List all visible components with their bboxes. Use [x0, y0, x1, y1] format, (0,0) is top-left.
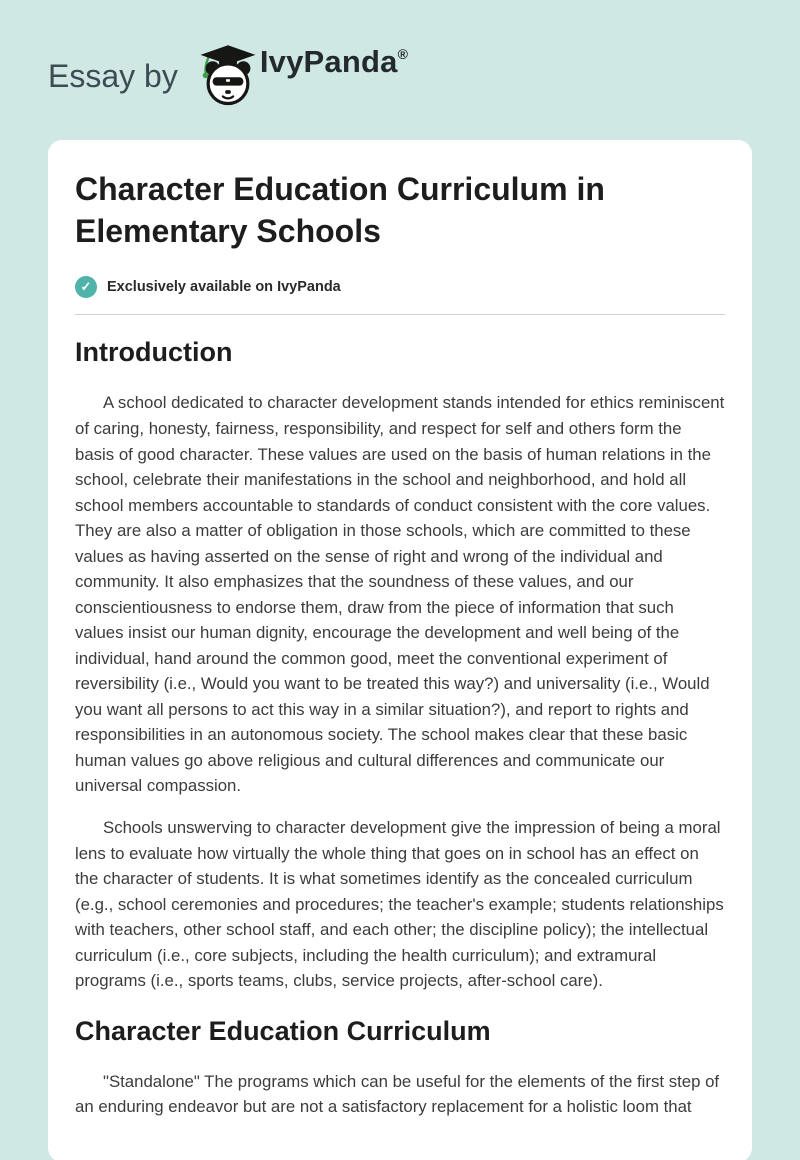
registered-trademark: ®: [397, 46, 408, 62]
panda-graduation-cap-icon: [196, 44, 260, 108]
section-heading-introduction: Introduction: [75, 337, 233, 368]
brand-name: IvyPanda: [259, 44, 398, 79]
divider: [75, 314, 725, 315]
page-header: [0, 0, 800, 118]
paragraph: "Standalone" The programs which can be useful for the elements of the first step of an enduring endeavor but are not a satisfactory replacement for a holistic loom that: [75, 1071, 720, 1117]
page-title: Character Education Curriculum in Elementary Schools: [75, 171, 605, 250]
brand-link[interactable]: [196, 44, 408, 108]
paragraph: Schools unswerving to character development give the impression of being a moral lens to evaluate how virtually the whole thing that goes on in school has an effect on the character of students. It is what sometimes identify as the concealed curriculum (e.g., school ceremonies and procedures; the teacher's example; students relationships with teachers, other school staff, and each other; the discipline policy); the intellectual curriculum (i.e., core subjects, including the health curriculum); and extramural programs (i.e., sports teams, clubs, service projects, after-school care).: [75, 817, 724, 991]
paragraph: A school dedicated to character development stands intended for ethics reminiscent of caring, honesty, fairness, responsibility, and respect for self and others form the basis of good character. These values are used on the basis of human relations in the school, celebrate their manifestations in the school and neighborhood, and hold all school members accountable to standards of conduct consistent with the core values. They are also a matter of obligation in those schools, which are committed to these values as having asserted on the sense of right and wrong of the individual and community. It also emphasizes that the soundness of these values, and our conscientiousness to endorse them, draw from the piece of information that such values insist our human dignity, encourage the development and well being of the individual, hand around the common good, meet the conventional experiment of reversibility (i.e., Would you want to be treated this way?) and universality (i.e., Would you want all persons to act this way in a similar situation?), and report to rights and responsibilities in an autonomous society. The school makes clear that these basic human values go above religious and cultural differences and communicate our universal compassion.: [75, 393, 725, 796]
section-heading-character-education-curriculum: Character Education Curriculum: [75, 1015, 491, 1046]
essay-by-label: Essay by: [48, 57, 178, 94]
essay-card: [48, 140, 752, 1160]
availability-badge-label: Exclusively available on IvyPanda: [107, 279, 341, 296]
availability-badge: [75, 276, 725, 298]
checkmark-icon: ✓: [75, 276, 97, 298]
